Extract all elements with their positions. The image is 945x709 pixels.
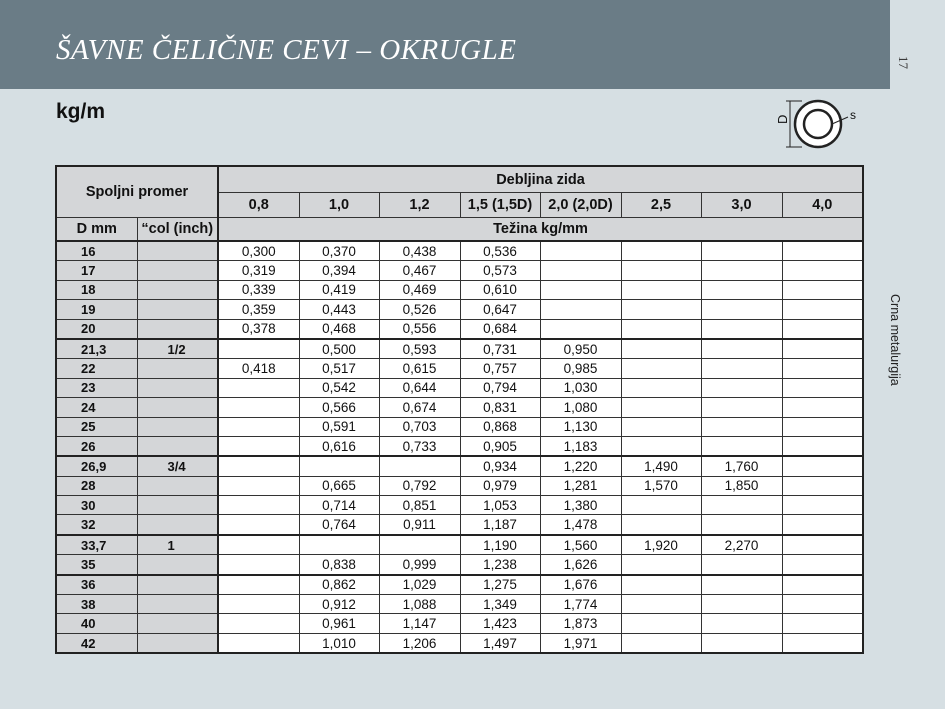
inch-size-cell: [137, 476, 218, 495]
weight-cell: [782, 436, 863, 456]
weight-cell: [782, 575, 863, 595]
weight-cell: 1,873: [540, 614, 621, 633]
weight-cell: 1,088: [379, 595, 460, 614]
weight-cell: 0,593: [379, 339, 460, 359]
inch-size-cell: [137, 614, 218, 633]
outer-diameter-cell: 35: [56, 555, 137, 575]
weight-cell: 1,560: [540, 535, 621, 555]
weight-cell: 0,542: [299, 378, 379, 397]
weight-cell: [782, 614, 863, 633]
weight-cell: [218, 555, 299, 575]
weight-cell: 0,591: [299, 417, 379, 436]
weight-cell: [701, 436, 782, 456]
weight-cell: 1,206: [379, 633, 460, 653]
outer-diameter-cell: 22: [56, 359, 137, 378]
weight-cell: 0,684: [460, 319, 540, 339]
inch-size-cell: [137, 300, 218, 319]
weight-cell: [782, 261, 863, 280]
weight-cell: 1,029: [379, 575, 460, 595]
weight-cell: 0,556: [379, 319, 460, 339]
weight-cell: [218, 496, 299, 515]
weight-cell: 0,764: [299, 515, 379, 535]
weight-cell: [782, 359, 863, 378]
thickness-col-header: 2,5: [621, 193, 701, 218]
weight-cell: 1,676: [540, 575, 621, 595]
weight-cell: [621, 319, 701, 339]
weight-cell: 0,674: [379, 398, 460, 417]
weight-cell: 0,757: [460, 359, 540, 378]
weight-cell: [782, 319, 863, 339]
inch-size-cell: [137, 280, 218, 299]
weight-cell: [701, 261, 782, 280]
outer-diameter-cell: 19: [56, 300, 137, 319]
weight-cell: [218, 417, 299, 436]
inch-size-cell: [137, 515, 218, 535]
wall-label: s: [850, 108, 856, 122]
table-row: [56, 456, 863, 476]
table-row: [56, 261, 863, 280]
weight-cell: 0,934: [460, 456, 540, 476]
weight-cell: [782, 241, 863, 261]
weight-cell: [701, 280, 782, 299]
weight-cell: 0,731: [460, 339, 540, 359]
thickness-col-header: 1,5 (1,5D): [460, 193, 540, 218]
side-label: Crna metalurgija: [888, 294, 902, 386]
weight-header: Težina kg/mm: [218, 218, 863, 242]
inch-size-cell: [137, 398, 218, 417]
page-title: ŠAVNE ČELIČNE CEVI – OKRUGLE: [56, 34, 517, 66]
weight-cell: 0,851: [379, 496, 460, 515]
thickness-col-header: 0,8: [218, 193, 299, 218]
outer-diameter-cell: 28: [56, 476, 137, 495]
weight-cell: [218, 535, 299, 555]
weight-cell: 0,566: [299, 398, 379, 417]
weight-cell: 0,319: [218, 261, 299, 280]
table-row: [56, 496, 863, 515]
table-row: [56, 614, 863, 633]
weight-cell: 1,850: [701, 476, 782, 495]
weight-cell: 0,443: [299, 300, 379, 319]
weight-cell: [621, 614, 701, 633]
weight-cell: [379, 535, 460, 555]
table-row: [56, 241, 863, 261]
weight-cell: [701, 417, 782, 436]
weight-cell: [782, 476, 863, 495]
inch-size-cell: [137, 496, 218, 515]
weight-cell: 0,831: [460, 398, 540, 417]
weight-cell: [621, 633, 701, 653]
weight-cell: [621, 515, 701, 535]
inch-size-cell: [137, 555, 218, 575]
weight-cell: [218, 575, 299, 595]
table-row: [56, 436, 863, 456]
weight-cell: 0,615: [379, 359, 460, 378]
outer-diameter-cell: 33,7: [56, 535, 137, 555]
weight-cell: 1,497: [460, 633, 540, 653]
weight-cell: [218, 339, 299, 359]
outer-diameter-cell: 38: [56, 595, 137, 614]
outer-diameter-cell: 18: [56, 280, 137, 299]
weight-cell: 0,339: [218, 280, 299, 299]
weight-cell: 1,920: [621, 535, 701, 555]
table-row: [56, 515, 863, 535]
weight-cell: [540, 241, 621, 261]
inch-size-cell: [137, 436, 218, 456]
weight-cell: [540, 261, 621, 280]
table-row: [56, 535, 863, 555]
weight-cell: [782, 496, 863, 515]
weight-cell: [621, 417, 701, 436]
weight-cell: [621, 261, 701, 280]
weight-cell: [782, 515, 863, 535]
weight-cell: 0,438: [379, 241, 460, 261]
weight-cell: 0,526: [379, 300, 460, 319]
weight-cell: 0,999: [379, 555, 460, 575]
weight-cell: [701, 359, 782, 378]
weight-cell: [621, 300, 701, 319]
weight-cell: [299, 456, 379, 476]
outer-diameter-cell: 40: [56, 614, 137, 633]
outer-diameter-cell: 36: [56, 575, 137, 595]
weight-cell: 1,626: [540, 555, 621, 575]
table-row: [56, 633, 863, 653]
outer-diameter-cell: 26,9: [56, 456, 137, 476]
table-row: [56, 378, 863, 397]
weight-cell: 1,281: [540, 476, 621, 495]
inch-size-cell: [137, 359, 218, 378]
weight-cell: [701, 241, 782, 261]
weight-cell: 0,468: [299, 319, 379, 339]
unit-label: kg/m: [56, 100, 106, 123]
inch-header: “col (inch): [137, 218, 218, 242]
weight-cell: 1,380: [540, 496, 621, 515]
weight-cell: [701, 319, 782, 339]
inch-size-cell: [137, 633, 218, 653]
table-row: [56, 339, 863, 359]
weight-cell: 0,792: [379, 476, 460, 495]
thickness-col-header: 2,0 (2,0D): [540, 193, 621, 218]
weight-cell: 0,419: [299, 280, 379, 299]
weight-cell: 1,423: [460, 614, 540, 633]
weight-cell: 0,714: [299, 496, 379, 515]
wall-thickness-header: Debljina zida: [218, 166, 863, 193]
outer-diameter-cell: 32: [56, 515, 137, 535]
weight-cell: 0,838: [299, 555, 379, 575]
weight-cell: 1,053: [460, 496, 540, 515]
pipe-weight-table: [55, 165, 864, 654]
outer-diameter-header: Spoljni promer: [56, 166, 218, 218]
weight-cell: 1,349: [460, 595, 540, 614]
thickness-col-header: 1,0: [299, 193, 379, 218]
weight-cell: 1,478: [540, 515, 621, 535]
weight-cell: 1,774: [540, 595, 621, 614]
weight-cell: [621, 575, 701, 595]
weight-cell: 0,467: [379, 261, 460, 280]
weight-cell: [621, 241, 701, 261]
table-row: [56, 359, 863, 378]
weight-cell: 1,183: [540, 436, 621, 456]
weight-cell: 0,517: [299, 359, 379, 378]
outer-diameter-cell: 17: [56, 261, 137, 280]
inch-size-cell: [137, 319, 218, 339]
weight-cell: 0,911: [379, 515, 460, 535]
weight-cell: 2,270: [701, 535, 782, 555]
weight-cell: 0,610: [460, 280, 540, 299]
weight-cell: [621, 555, 701, 575]
weight-cell: 0,394: [299, 261, 379, 280]
weight-cell: [621, 436, 701, 456]
weight-cell: [782, 456, 863, 476]
weight-cell: 0,573: [460, 261, 540, 280]
outer-diameter-cell: 30: [56, 496, 137, 515]
weight-cell: 0,905: [460, 436, 540, 456]
weight-cell: 0,950: [540, 339, 621, 359]
outer-diameter-cell: 25: [56, 417, 137, 436]
weight-cell: [218, 515, 299, 535]
weight-cell: [701, 595, 782, 614]
weight-cell: 0,961: [299, 614, 379, 633]
weight-cell: [299, 535, 379, 555]
weight-cell: [218, 398, 299, 417]
weight-cell: [701, 339, 782, 359]
weight-cell: 0,985: [540, 359, 621, 378]
weight-cell: [218, 595, 299, 614]
inch-size-cell: 3/4: [137, 456, 218, 476]
weight-cell: 0,862: [299, 575, 379, 595]
weight-cell: [701, 398, 782, 417]
outer-diameter-cell: 24: [56, 398, 137, 417]
weight-cell: 1,187: [460, 515, 540, 535]
thickness-col-header: 1,2: [379, 193, 460, 218]
weight-cell: [621, 398, 701, 417]
weight-cell: 1,570: [621, 476, 701, 495]
inch-size-cell: [137, 378, 218, 397]
weight-cell: [701, 300, 782, 319]
weight-cell: 1,147: [379, 614, 460, 633]
weight-cell: 0,359: [218, 300, 299, 319]
weight-cell: 0,703: [379, 417, 460, 436]
inch-size-cell: [137, 241, 218, 261]
table-row: [56, 319, 863, 339]
weight-cell: [701, 555, 782, 575]
weight-cell: [621, 280, 701, 299]
weight-cell: [782, 535, 863, 555]
weight-cell: 1,190: [460, 535, 540, 555]
inch-size-cell: 1: [137, 535, 218, 555]
weight-cell: 1,130: [540, 417, 621, 436]
thickness-col-header: 4,0: [782, 193, 863, 218]
table-row: [56, 398, 863, 417]
weight-cell: [782, 595, 863, 614]
table-row: [56, 476, 863, 495]
weight-cell: [701, 496, 782, 515]
weight-cell: 1,275: [460, 575, 540, 595]
weight-cell: [218, 456, 299, 476]
pipe-cross-section-icon: [768, 94, 868, 154]
weight-cell: 0,733: [379, 436, 460, 456]
weight-cell: 1,490: [621, 456, 701, 476]
weight-cell: [621, 359, 701, 378]
weight-cell: [621, 496, 701, 515]
weight-cell: 0,500: [299, 339, 379, 359]
weight-cell: 1,238: [460, 555, 540, 575]
weight-cell: [218, 633, 299, 653]
weight-cell: 0,665: [299, 476, 379, 495]
weight-cell: [701, 515, 782, 535]
header-band: [0, 0, 890, 89]
weight-cell: [782, 555, 863, 575]
diameter-label: D: [775, 114, 790, 124]
table-row: [56, 595, 863, 614]
weight-cell: 0,647: [460, 300, 540, 319]
weight-cell: [540, 319, 621, 339]
weight-cell: [621, 378, 701, 397]
weight-cell: 1,220: [540, 456, 621, 476]
weight-cell: 1,971: [540, 633, 621, 653]
weight-cell: [701, 378, 782, 397]
weight-cell: 1,760: [701, 456, 782, 476]
weight-cell: [782, 378, 863, 397]
weight-cell: 0,794: [460, 378, 540, 397]
weight-cell: [782, 417, 863, 436]
weight-cell: 0,418: [218, 359, 299, 378]
weight-cell: 1,030: [540, 378, 621, 397]
weight-cell: 0,616: [299, 436, 379, 456]
weight-cell: [218, 614, 299, 633]
outer-diameter-cell: 42: [56, 633, 137, 653]
table-row: [56, 417, 863, 436]
outer-diameter-cell: 23: [56, 378, 137, 397]
weight-cell: 0,469: [379, 280, 460, 299]
weight-cell: [782, 398, 863, 417]
d-mm-header: D mm: [56, 218, 137, 242]
outer-diameter-cell: 20: [56, 319, 137, 339]
inch-size-cell: 1/2: [137, 339, 218, 359]
weight-cell: 0,644: [379, 378, 460, 397]
weight-cell: 0,300: [218, 241, 299, 261]
weight-cell: [621, 339, 701, 359]
weight-cell: [701, 614, 782, 633]
weight-cell: [701, 575, 782, 595]
weight-cell: [701, 633, 782, 653]
inch-size-cell: [137, 417, 218, 436]
weight-cell: 1,010: [299, 633, 379, 653]
inch-size-cell: [137, 575, 218, 595]
weight-cell: [782, 280, 863, 299]
outer-diameter-cell: 16: [56, 241, 137, 261]
weight-cell: [379, 456, 460, 476]
weight-cell: [782, 300, 863, 319]
weight-cell: [218, 436, 299, 456]
weight-cell: 0,536: [460, 241, 540, 261]
outer-diameter-cell: 26: [56, 436, 137, 456]
weight-cell: [621, 595, 701, 614]
table-row: [56, 300, 863, 319]
weight-cell: [218, 378, 299, 397]
weight-cell: [782, 633, 863, 653]
page-number: 17: [896, 55, 911, 69]
inch-size-cell: [137, 595, 218, 614]
weight-cell: [218, 476, 299, 495]
weight-cell: 0,979: [460, 476, 540, 495]
table-row: [56, 575, 863, 595]
weight-cell: 0,912: [299, 595, 379, 614]
outer-diameter-cell: 21,3: [56, 339, 137, 359]
weight-cell: 0,370: [299, 241, 379, 261]
weight-cell: 0,378: [218, 319, 299, 339]
weight-cell: 1,080: [540, 398, 621, 417]
table-row: [56, 555, 863, 575]
table-row: [56, 280, 863, 299]
weight-cell: [782, 339, 863, 359]
weight-cell: 0,868: [460, 417, 540, 436]
inch-size-cell: [137, 261, 218, 280]
weight-cell: [540, 300, 621, 319]
thickness-col-header: 3,0: [701, 193, 782, 218]
weight-cell: [540, 280, 621, 299]
